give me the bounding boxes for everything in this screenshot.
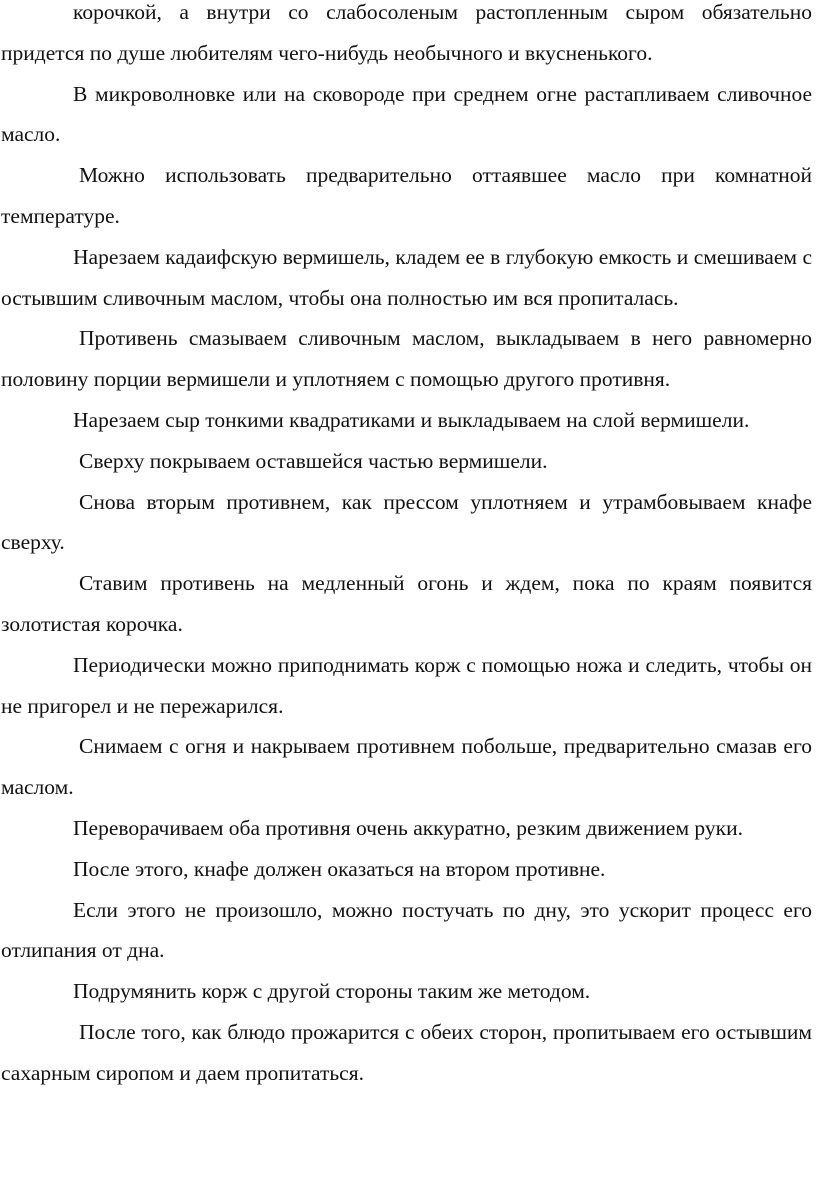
- paragraph-3: Можно использовать предварительно оттаявшее масло при комнатной температуре.: [1, 163, 812, 228]
- paragraph-15: Подрумянить корж с другой стороны таким же методом.: [73, 979, 591, 1004]
- paragraph-2: В микроволновке или на сковороде при среднем огне растапливаем сливочное масло.: [1, 81, 812, 147]
- paragraph-5: Противень смазываем сливочным маслом, выкладываем в него равномерно половину порции вермишели и уплотняем с помощью другого противня.: [1, 326, 812, 392]
- paragraph-16: После того, как блюдо прожарится с обеих сторон, пропитываем его остывшим сахарным сиропом и даем пропитаться.: [1, 1019, 812, 1085]
- paragraph-4: Нарезаем кадаифскую вермишель, кладем ее в глубокую емкость и смешиваем с остывшим сливочным маслом, чтобы она полностью им вся пропиталась.: [1, 244, 812, 310]
- paragraph-10: Периодически можно приподнимать корж с помощью ножа и следить, чтобы он не пригорел и не пережарился.: [1, 652, 812, 718]
- paragraph-8: Снова вторым противнем, как прессом уплотняем и утрамбовываем кнафе сверху.: [1, 489, 812, 555]
- paragraph-6: Нарезаем сыр тонкими квадратиками и выкладываем на слой вермишели.: [73, 407, 750, 432]
- paragraph-11: Снимаем с огня и накрываем противнем побольше, предварительно смазав его маслом.: [1, 734, 812, 800]
- paragraph-12: Переворачиваем оба противня очень аккуратно, резким движением руки.: [73, 815, 743, 840]
- paragraph-9: Ставим противень на медленный огонь и ждем, пока по краям появится золотистая корочка.: [1, 571, 812, 636]
- paragraph-7: Сверху покрываем оставшейся частью вермишели.: [79, 448, 548, 473]
- paragraph-13: После этого, кнафе должен оказаться на втором противне.: [73, 856, 606, 881]
- paragraph-1: корочкой, а внутри со слабосоленым растопленным сыром обязательно придется по душе любителям чего-нибудь необычного и вкусненького.: [1, 0, 812, 65]
- paragraph-14: Если этого не произошло, можно постучать по дну, это ускорит процесс его отлипания от дна.: [1, 897, 812, 963]
